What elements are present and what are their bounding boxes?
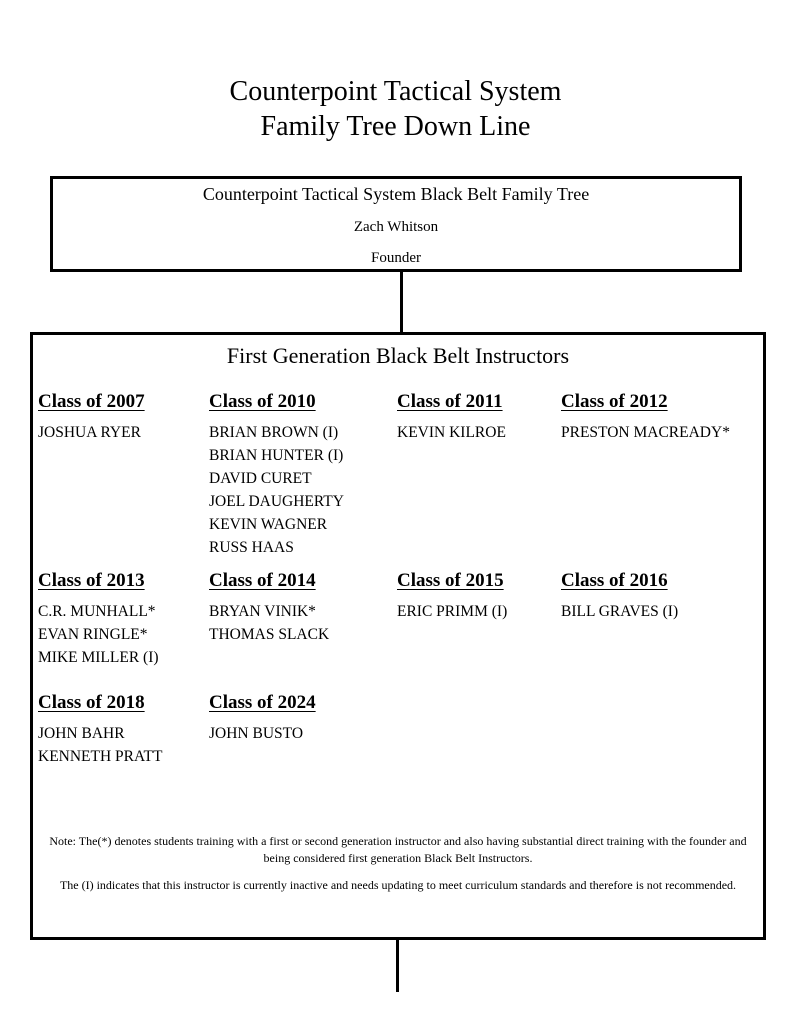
- member-list: [38, 722, 228, 768]
- member-name: C.R. MUNHALL*: [38, 603, 156, 620]
- class-heading: Class of 2007: [38, 391, 145, 412]
- member-name: KEVIN KILROE: [397, 424, 506, 441]
- class-2014: [209, 568, 399, 646]
- member-list: [38, 600, 228, 669]
- asterisk-note: Note: The(*) denotes students training with a first or second generation instructor and also having substantial direct training with the founder and being considered first generation Black Belt Instructors.: [49, 834, 747, 865]
- member-list: [561, 600, 751, 623]
- class-2011: [397, 389, 587, 444]
- page-title-line-2: Family Tree Down Line: [260, 111, 531, 142]
- member-name: DAVID CURET: [209, 470, 312, 487]
- class-2024: [209, 690, 399, 745]
- member-name: JOEL DAUGHERTY: [209, 493, 344, 510]
- member-name: BRIAN HUNTER (I): [209, 447, 344, 464]
- class-heading: Class of 2010: [209, 391, 316, 412]
- member-name: BRYAN VINIK*: [209, 603, 316, 620]
- class-heading: Class of 2016: [561, 570, 668, 591]
- member-name: KEVIN WAGNER: [209, 516, 328, 533]
- member-list: [38, 421, 228, 444]
- class-2012: [561, 389, 751, 444]
- member-list: [209, 722, 399, 745]
- class-2010: [209, 389, 399, 559]
- class-2013: [38, 568, 228, 669]
- member-list: [561, 421, 751, 444]
- member-list: [397, 421, 587, 444]
- member-name: BRIAN BROWN (I): [209, 424, 339, 441]
- inactive-note: The (I) indicates that this instructor is currently inactive and needs updating to meet curriculum standards and therefore is not recommended.: [59, 878, 737, 892]
- class-heading: Class of 2018: [38, 692, 145, 713]
- class-2016: [561, 568, 751, 623]
- member-name: JOHN BAHR: [38, 725, 125, 742]
- class-heading: Class of 2011: [397, 391, 503, 412]
- member-name: MIKE MILLER (I): [38, 649, 159, 666]
- founder-box-heading: Counterpoint Tactical System Black Belt Family Tree: [202, 184, 590, 204]
- first-generation-box: [30, 332, 766, 940]
- member-name: JOSHUA RYER: [38, 424, 141, 441]
- member-name: RUSS HAAS: [209, 539, 294, 556]
- tree-connector-bottom: [396, 940, 399, 992]
- member-list: [209, 421, 399, 559]
- founder-role: Founder: [371, 250, 421, 266]
- class-heading: Class of 2012: [561, 391, 668, 412]
- member-list: [397, 600, 587, 623]
- founder-name: Zach Whitson: [353, 219, 439, 235]
- member-name: KENNETH PRATT: [38, 748, 163, 765]
- member-name: PRESTON MACREADY*: [561, 424, 730, 441]
- class-heading: Class of 2014: [209, 570, 316, 591]
- tree-connector-top: [400, 272, 403, 334]
- class-2015: [397, 568, 587, 623]
- class-heading: Class of 2013: [38, 570, 145, 591]
- member-name: BILL GRAVES (I): [561, 603, 679, 620]
- class-heading: Class of 2024: [209, 692, 316, 713]
- class-2007: [38, 389, 228, 444]
- member-name: EVAN RINGLE*: [38, 626, 148, 643]
- member-name: ERIC PRIMM (I): [397, 603, 508, 620]
- member-name: JOHN BUSTO: [209, 725, 304, 742]
- member-name: THOMAS SLACK: [209, 626, 330, 643]
- member-list: [209, 600, 399, 646]
- founder-box: [50, 176, 742, 272]
- class-heading: Class of 2015: [397, 570, 504, 591]
- class-2018: [38, 690, 228, 768]
- first-generation-title: First Generation Black Belt Instructors: [226, 343, 570, 368]
- page-title-line-1: Counterpoint Tactical System: [229, 76, 562, 107]
